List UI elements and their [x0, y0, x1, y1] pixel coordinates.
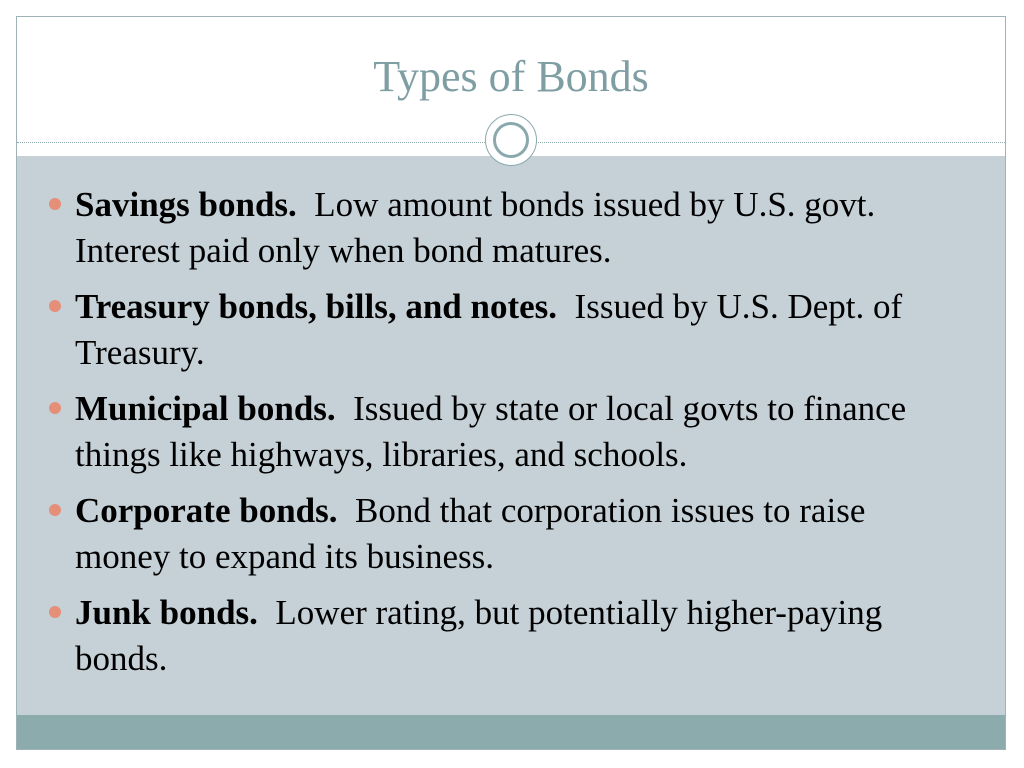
bullet-term: Savings bonds. [75, 185, 297, 224]
bullet-dot-icon [49, 504, 61, 516]
bullet-term: Treasury bonds, bills, and notes. [75, 287, 558, 326]
bullet-description: Bond that corporation issues to raise money to expand its business. [75, 491, 866, 576]
circle-ornament-inner [493, 122, 529, 158]
bullet-description: Low amount bonds issued by U.S. govt. Interest paid only when bond matures. [75, 185, 876, 270]
bullet-item-treasury-bonds [49, 284, 969, 376]
bullet-list [49, 182, 969, 692]
bullet-dot-icon [49, 300, 61, 312]
bullet-description: Lower rating, but potentially higher-paying bonds. [75, 593, 883, 678]
circle-ornament-icon [485, 114, 537, 166]
footer-bar [17, 715, 1005, 749]
bullet-item-savings-bonds [49, 182, 969, 274]
bullet-item-corporate-bonds [49, 488, 969, 580]
bullet-description: Issued by state or local govts to finance things like highways, libraries, and schools. [75, 389, 907, 474]
bullet-item-junk-bonds [49, 590, 969, 682]
bullet-term: Corporate bonds. [75, 491, 338, 530]
bullet-dot-icon [49, 198, 61, 210]
bullet-item-municipal-bonds [49, 386, 969, 478]
content-area [17, 156, 1005, 716]
bullet-description: Issued by U.S. Dept. of Treasury. [75, 287, 903, 372]
bullet-term: Junk bonds. [75, 593, 258, 632]
bullet-dot-icon [49, 402, 61, 414]
slide [16, 16, 1006, 750]
bullet-term: Municipal bonds. [75, 389, 336, 428]
slide-title: Types of Bonds [373, 52, 649, 101]
bullet-dot-icon [49, 606, 61, 618]
